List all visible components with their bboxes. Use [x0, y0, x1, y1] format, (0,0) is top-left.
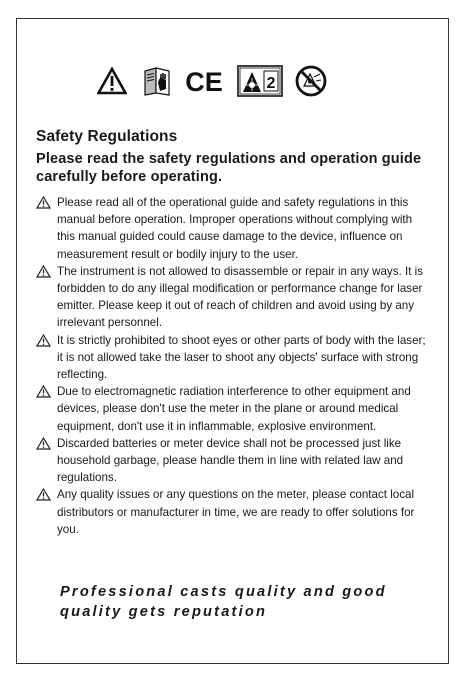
- svg-text:CE: CE: [185, 67, 223, 96]
- page-title: Safety Regulations: [36, 128, 178, 145]
- list-item: [36, 332, 431, 384]
- warning-icon: [36, 385, 51, 398]
- read-manual-icon: [140, 65, 174, 97]
- rule-text: Please read all of the operational guide and safety regulations in this manual before operation. Improper operations without complying with this manual guided could cause damage to the device, influence on measurement result or bodily injury to the user.: [57, 196, 413, 261]
- rule-text: Discarded batteries or meter device shall not be processed just like household garbage, please handle them in line with related law and regulations.: [57, 436, 404, 485]
- no-staring-into-beam-icon: [294, 65, 328, 97]
- rule-text: Due to electromagnetic radiation interference to other equipment and devices, please don't use the meter in the plane or around medical equipment, don't use it in inflammable, explosive environment.: [57, 385, 411, 433]
- warning-icon: [36, 334, 51, 347]
- warning-triangle-icon: [96, 67, 128, 95]
- list-item: [36, 486, 431, 538]
- list-item: [36, 435, 431, 487]
- ce-mark-icon: [182, 66, 226, 96]
- warning-icon: [36, 196, 51, 209]
- laser-class-2-icon: [236, 65, 284, 97]
- header-icons: [96, 62, 328, 100]
- warning-icon: [36, 437, 51, 450]
- rule-text: Any quality issues or any questions on the meter, please contact local distributors or manufacturer in time, we are ready to offer solutions for you.: [57, 488, 415, 536]
- safety-rules-list: [36, 194, 431, 538]
- rule-text: It is strictly prohibited to shoot eyes or other parts of body with the laser; it is not allowed take the laser to shoot any objects' surface with strong reflecting.: [57, 333, 426, 382]
- list-item: [36, 263, 431, 332]
- list-item: [36, 383, 431, 435]
- slogan: Professional casts quality and good quality gets reputation: [60, 584, 387, 620]
- list-item: [36, 194, 431, 263]
- rule-text: The instrument is not allowed to disassemble or repair in any ways. It is forbidden to do any illegal modification or performance change for laser emitter. Please keep it out of reach of children and avoid using by any irrelevant personnel.: [57, 264, 424, 330]
- warning-icon: [36, 265, 51, 278]
- svg-text:2: 2: [266, 75, 276, 92]
- warning-icon: [36, 488, 51, 501]
- page-subtitle: Please read the safety regulations and operation guide carefully before operating.: [36, 151, 422, 185]
